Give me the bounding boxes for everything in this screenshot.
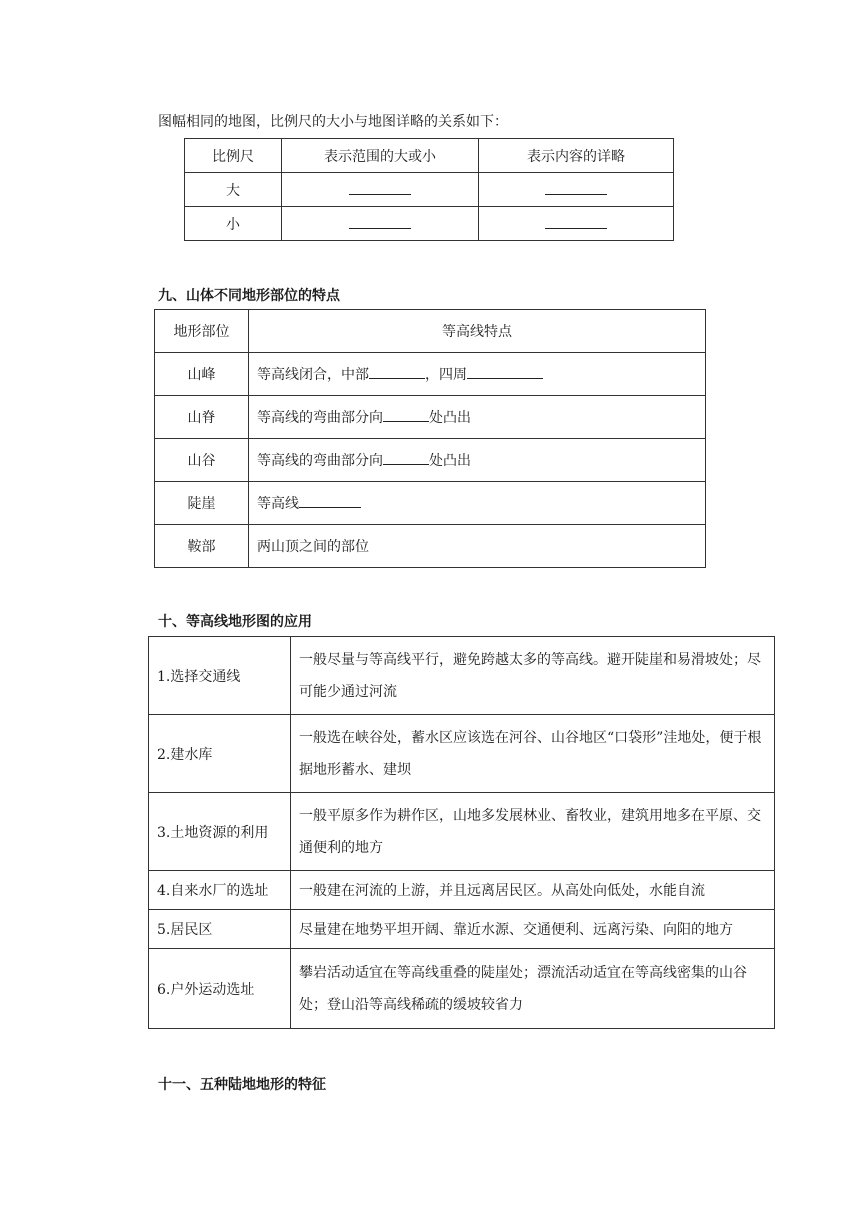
answer-blank[interactable] <box>383 407 429 422</box>
part-cell: 山峰 <box>155 353 249 396</box>
table-row <box>149 910 775 949</box>
item-cell: 2.建水库 <box>149 715 291 793</box>
answer-blank[interactable] <box>383 450 429 465</box>
feature-text: 等高线 <box>257 496 299 512</box>
feature-cell <box>249 439 706 482</box>
table-row <box>155 439 706 482</box>
table-row <box>185 173 674 207</box>
answer-blank[interactable] <box>545 180 607 195</box>
answer-blank[interactable] <box>369 364 425 379</box>
table-row <box>155 525 706 568</box>
desc-cell: 尽量建在地势平坦开阔、靠近水源、交通便利、远离污染、向阳的地方 <box>291 910 775 949</box>
table-header-row <box>185 139 674 173</box>
header-range: 表示范围的大或小 <box>282 139 479 173</box>
table-row <box>149 793 775 871</box>
scale-table <box>184 138 674 241</box>
feature-cell <box>249 353 706 396</box>
answer-blank[interactable] <box>467 364 543 379</box>
header-scale: 比例尺 <box>185 139 282 173</box>
table-row <box>149 715 775 793</box>
desc-cell: 一般尽量与等高线平行，避免跨越太多的等高线。避开陡崖和易滑坡处；尽可能少通过河流 <box>291 637 775 715</box>
answer-blank[interactable] <box>545 214 607 229</box>
table-row <box>149 871 775 910</box>
landform-table <box>154 309 706 568</box>
table-row <box>155 353 706 396</box>
item-cell: 1.选择交通线 <box>149 637 291 715</box>
desc-cell: 一般平原多作为耕作区，山地多发展林业、畜牧业，建筑用地多在平原、交通便利的地方 <box>291 793 775 871</box>
header-detail: 表示内容的详略 <box>479 139 674 173</box>
feature-cell: 两山顶之间的部位 <box>249 525 706 568</box>
feature-cell <box>249 396 706 439</box>
table-row <box>155 482 706 525</box>
answer-blank[interactable] <box>299 493 361 508</box>
feature-text: 等高线的弯曲部分向 <box>257 410 383 426</box>
feature-text: ，四周 <box>425 367 467 383</box>
table-row <box>155 396 706 439</box>
feature-text: 处凸出 <box>429 410 471 426</box>
section9-heading: 九、山体不同地形部位的特点 <box>158 288 340 304</box>
item-cell: 6.户外运动选址 <box>149 949 291 1029</box>
item-cell: 3.土地资源的利用 <box>149 793 291 871</box>
range-blank-cell <box>282 207 479 241</box>
section10-heading: 十、等高线地形图的应用 <box>158 614 312 630</box>
feature-text: 等高线的弯曲部分向 <box>257 453 383 469</box>
table-row <box>149 637 775 715</box>
table-header-row <box>155 310 706 353</box>
part-cell: 山脊 <box>155 396 249 439</box>
table-row <box>185 207 674 241</box>
detail-blank-cell <box>479 173 674 207</box>
desc-cell: 一般选在峡谷处，蓄水区应该选在河谷、山谷地区“口袋形”洼地处，便于根据地形蓄水、建坝 <box>291 715 775 793</box>
detail-blank-cell <box>479 207 674 241</box>
item-cell: 4.自来水厂的选址 <box>149 871 291 910</box>
header-feature: 等高线特点 <box>249 310 706 353</box>
feature-text: 处凸出 <box>429 453 471 469</box>
feature-cell <box>249 482 706 525</box>
row-label: 小 <box>185 207 282 241</box>
part-cell: 山谷 <box>155 439 249 482</box>
desc-cell: 攀岩活动适宜在等高线重叠的陡崖处；漂流活动适宜在等高线密集的山谷处；登山沿等高线稀疏的缓坡较省力 <box>291 949 775 1029</box>
range-blank-cell <box>282 173 479 207</box>
row-label: 大 <box>185 173 282 207</box>
intro-text: 图幅相同的地图，比例尺的大小与地图详略的关系如下： <box>158 114 508 130</box>
table-row <box>149 949 775 1029</box>
part-cell: 鞍部 <box>155 525 249 568</box>
feature-text: 等高线闭合，中部 <box>257 367 369 383</box>
item-cell: 5.居民区 <box>149 910 291 949</box>
section11-heading: 十一、五种陆地地形的特征 <box>158 1077 326 1093</box>
contour-application-table <box>148 636 775 1029</box>
desc-cell: 一般建在河流的上游，并且远离居民区。从高处向低处，水能自流 <box>291 871 775 910</box>
header-part: 地形部位 <box>155 310 249 353</box>
answer-blank[interactable] <box>349 180 411 195</box>
answer-blank[interactable] <box>349 214 411 229</box>
part-cell: 陡崖 <box>155 482 249 525</box>
